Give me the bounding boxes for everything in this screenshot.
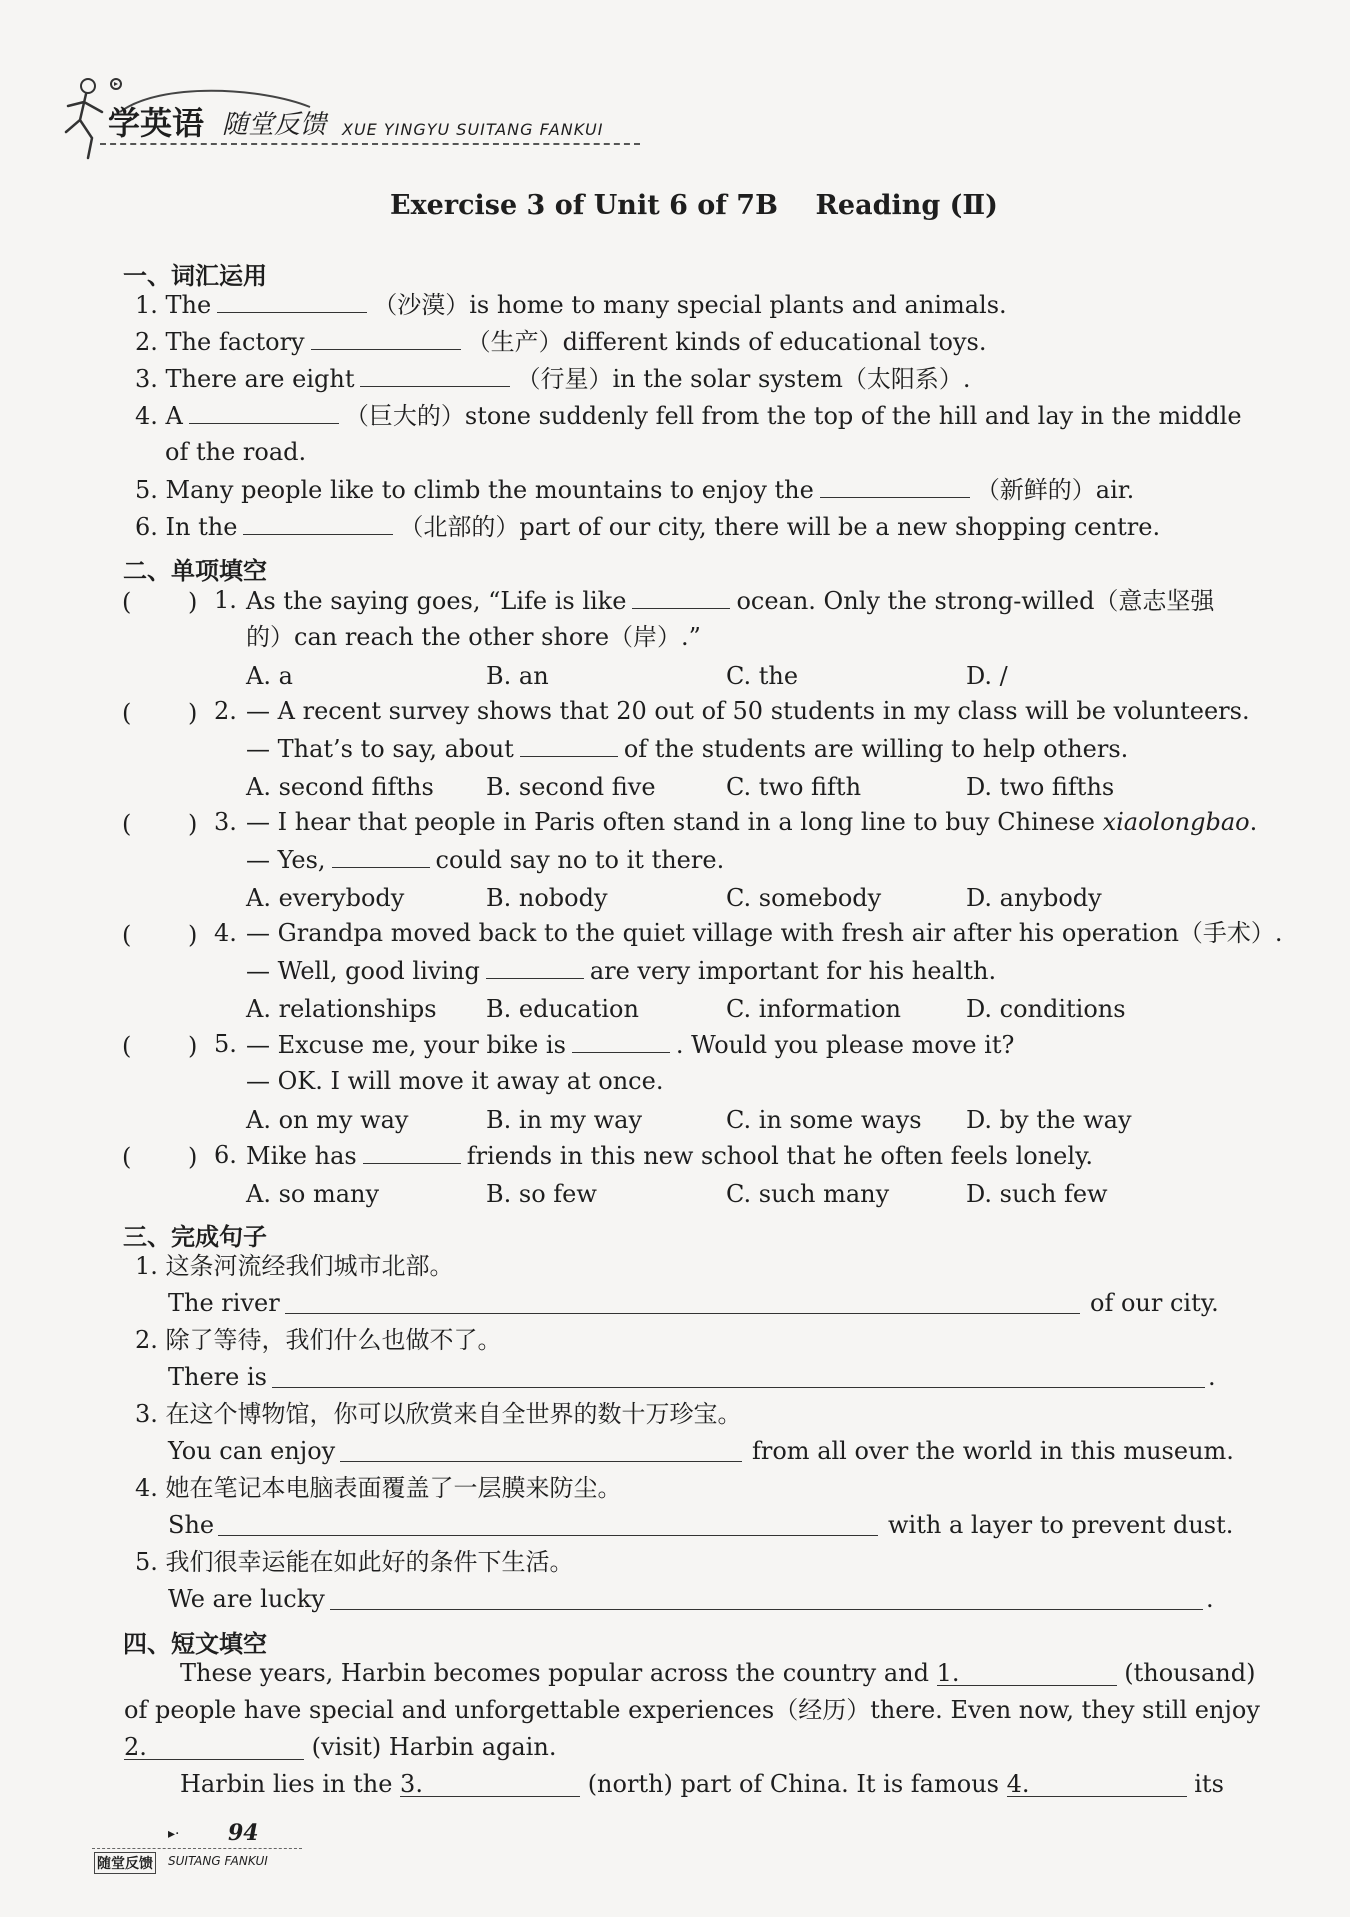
option-d: D. / (966, 662, 1008, 690)
numbered-blank[interactable] (937, 1661, 1117, 1686)
passage-text: These years, Harbin becomes popular across the country and (180, 1659, 929, 1687)
answer-blank[interactable] (632, 588, 730, 609)
numbered-blank[interactable] (124, 1735, 304, 1760)
answer-paren-left[interactable]: ( (122, 921, 132, 949)
item-text: The (165, 291, 212, 319)
answer-blank[interactable] (311, 329, 461, 350)
sentence-end: of our city. (1090, 1289, 1219, 1317)
answer-blank[interactable] (486, 958, 584, 979)
passage-line (180, 1772, 1224, 1797)
passage-line (180, 1661, 1255, 1686)
answer-paren-right: ) (188, 588, 198, 616)
answer-blank[interactable] (217, 292, 367, 313)
question-number: 2. (214, 697, 237, 725)
answer-blank[interactable] (820, 477, 970, 498)
option-b: B. so few (486, 1180, 597, 1208)
option-d: D. two fifths (966, 773, 1115, 801)
sentence-start: You can enjoy (168, 1437, 336, 1465)
numbered-blank[interactable] (400, 1772, 580, 1797)
blank-number: 1. (936, 1659, 960, 1687)
item-text: （新鲜的）air. (975, 476, 1135, 504)
option-b: B. second five (486, 773, 656, 801)
sentence-start: The river (168, 1289, 280, 1317)
passage-text: (north) part of China. It is famous (587, 1770, 999, 1798)
option-b: B. in my way (486, 1106, 643, 1134)
vocab-item (135, 477, 1134, 502)
item-text: 她在笔记本电脑表面覆盖了一层膜来防尘。 (165, 1474, 622, 1502)
question-number: 3. (214, 808, 237, 836)
option-d: D. such few (966, 1180, 1108, 1208)
answer-blank[interactable] (520, 736, 618, 757)
question-text-part: — Well, good living (246, 957, 480, 985)
sentence-prompt-cn (135, 1476, 622, 1500)
passage-text: (visit) Harbin again. (311, 1733, 557, 1761)
answer-blank[interactable] (243, 514, 393, 535)
question-text-part: — That’s to say, about (246, 735, 514, 763)
passage-text: (thousand) (1124, 1659, 1256, 1687)
sentence-end: with a layer to prevent dust. (888, 1511, 1234, 1539)
answer-paren-left[interactable]: ( (122, 810, 132, 838)
option-b: B. an (486, 662, 549, 690)
passage-text: Harbin lies in the (180, 1770, 393, 1798)
question-text (246, 736, 1128, 761)
question-text-part: Mike has (246, 1142, 357, 1170)
item-number: 4. (135, 402, 158, 430)
question-text-italic: xiaolongbao (1102, 808, 1250, 836)
option-a: A. relationships (246, 995, 437, 1023)
passage-text: its (1194, 1770, 1224, 1798)
item-text: There are eight (165, 365, 355, 393)
question-text-part: — Yes, (246, 846, 326, 874)
answer-blank[interactable] (363, 1143, 461, 1164)
item-number: 2. (135, 328, 158, 356)
question-text-part: ocean. Only the strong-willed（意志坚强 (736, 587, 1215, 615)
answer-blank[interactable] (572, 1032, 670, 1053)
question-text: — OK. I will move it away at once. (246, 1067, 664, 1095)
option-b: B. nobody (486, 884, 608, 912)
sentence-start: We are lucky (168, 1585, 325, 1613)
option-c: C. the (726, 662, 799, 690)
vocab-item (135, 329, 986, 354)
answer-blank[interactable] (332, 847, 430, 868)
item-number: 5. (135, 1548, 158, 1576)
sentence-prompt-cn (135, 1550, 574, 1574)
question-text: — A recent survey shows that 20 out of 50 students in my class will be volunteers. (246, 697, 1250, 725)
option-c: C. such many (726, 1180, 890, 1208)
item-number: 6. (135, 513, 158, 541)
question-text-part: . Would you please move it? (675, 1031, 1015, 1059)
footer-brand-en: SUITANG FANKUI (168, 1854, 268, 1868)
item-number: 4. (135, 1474, 158, 1502)
question-number: 5. (214, 1030, 237, 1058)
item-text: A (165, 402, 183, 430)
option-c: C. two fifth (726, 773, 862, 801)
question-text-part: — Excuse me, your bike is (246, 1031, 566, 1059)
sentence-start: There is (168, 1363, 267, 1391)
option-c: C. somebody (726, 884, 882, 912)
vocab-item (135, 366, 970, 391)
option-a: A. so many (246, 1180, 380, 1208)
vocab-item-continuation: of the road. (165, 438, 307, 466)
section-4-heading: 四、短文填空 (123, 1630, 267, 1658)
arrow-icon: ▸· (168, 1826, 180, 1842)
sentence-end: . (1208, 1363, 1216, 1391)
option-a: A. a (246, 662, 293, 690)
item-text: （沙漠）is home to many special plants and animals. (373, 291, 1007, 319)
header-divider (100, 143, 640, 145)
question-text-part: friends in this new school that he often feels lonely. (466, 1142, 1094, 1170)
sentence-end: . (1206, 1585, 1214, 1613)
item-number: 2. (135, 1326, 158, 1354)
passage-line: of people have special and unforgettable experiences（经历）there. Even now, they still enjoy (124, 1696, 1260, 1724)
answer-paren-right: ) (188, 810, 198, 838)
sentence-prompt-cn (135, 1254, 454, 1278)
question-text-part: As the saying goes, “Life is like (246, 587, 627, 615)
footer-brand-cn: 随堂反馈 (94, 1852, 156, 1874)
brand-cn: 学英语 (108, 104, 205, 142)
item-text: In the (165, 513, 238, 541)
question-text (246, 847, 724, 872)
option-a: A. second fifths (246, 773, 434, 801)
section-2-heading: 二、单项填空 (123, 557, 267, 585)
item-text: Many people like to climb the mountains to enjoy the (165, 476, 814, 504)
item-text: 这条河流经我们城市北部。 (165, 1252, 454, 1280)
answer-paren-right: ) (188, 699, 198, 727)
question-number: 4. (214, 919, 237, 947)
item-text: （巨大的）stone suddenly fell from the top of the hill and lay in the middle (344, 402, 1242, 430)
question-text (246, 1143, 1093, 1168)
item-number: 5. (135, 476, 158, 504)
option-a: A. everybody (246, 884, 405, 912)
question-text-part: — I hear that people in Paris often stand in a long line to buy Chinese (246, 808, 1095, 836)
blank-number: 2. (124, 1733, 147, 1761)
section-1-heading: 一、词汇运用 (123, 262, 267, 290)
item-text: （行星）in the solar system（太阳系）. (516, 365, 971, 393)
question-text: 的）can reach the other shore（岸）.” (246, 623, 701, 651)
question-number: 1. (214, 586, 237, 614)
brand-cn-2: 随堂反馈 (222, 110, 327, 140)
vocab-item (135, 292, 1007, 317)
answer-paren-right: ) (188, 921, 198, 949)
page-title: Exercise 3 of Unit 6 of 7B Reading (Ⅱ) (390, 190, 998, 221)
question-text-part: . (1249, 808, 1258, 836)
brand-en: XUE YINGYU SUITANG FANKUI (342, 120, 604, 139)
option-d: D. by the way (966, 1106, 1132, 1134)
item-text: 我们很幸运能在如此好的条件下生活。 (165, 1548, 574, 1576)
question-text (246, 810, 1257, 834)
answer-paren-left[interactable]: ( (122, 588, 132, 616)
answer-paren-left[interactable]: ( (122, 1032, 132, 1060)
sentence-prompt-cn (135, 1402, 742, 1426)
answer-line[interactable] (218, 1535, 878, 1536)
question-text-part: are very important for his health. (589, 957, 997, 985)
item-text: 在这个博物馆，你可以欣赏来自全世界的数十万珍宝。 (165, 1400, 742, 1428)
answer-line[interactable] (272, 1387, 1205, 1388)
answer-line[interactable] (330, 1609, 1203, 1610)
item-text: 除了等待，我们什么也做不了。 (165, 1326, 502, 1354)
option-a: A. on my way (246, 1106, 409, 1134)
question-text (246, 588, 1214, 613)
option-b: B. education (486, 995, 639, 1023)
sentence-end: from all over the world in this museum. (752, 1437, 1234, 1465)
option-c: C. in some ways (726, 1106, 922, 1134)
item-number: 3. (135, 365, 158, 393)
answer-line[interactable] (285, 1313, 1080, 1314)
sentence-prompt-cn (135, 1328, 502, 1352)
answer-line[interactable] (340, 1461, 742, 1462)
option-d: D. anybody (966, 884, 1102, 912)
item-number: 1. (135, 291, 158, 319)
answer-blank[interactable] (360, 366, 510, 387)
numbered-blank[interactable] (1007, 1772, 1187, 1797)
question-text (246, 1032, 1014, 1057)
item-text: The factory (165, 328, 305, 356)
item-text: （生产）different kinds of educational toys. (466, 328, 987, 356)
question-number: 6. (214, 1141, 237, 1169)
question-text: — Grandpa moved back to the quiet village with fresh air after his operation（手术）. (246, 919, 1283, 947)
question-text (246, 958, 996, 983)
question-text-part: of the students are willing to help others. (623, 735, 1129, 763)
vocab-item (135, 514, 1160, 539)
option-c: C. information (726, 995, 901, 1023)
option-d: D. conditions (966, 995, 1126, 1023)
answer-paren-left[interactable]: ( (122, 699, 132, 727)
item-text: （北部的）part of our city, there will be a new shopping centre. (399, 513, 1161, 541)
answer-paren-right: ) (188, 1032, 198, 1060)
sentence-start: She (168, 1511, 215, 1539)
footer-divider (92, 1848, 302, 1849)
vocab-item (135, 403, 1242, 428)
answer-blank[interactable] (189, 403, 339, 424)
item-number: 1. (135, 1252, 158, 1280)
answer-paren-right: ) (188, 1143, 198, 1171)
blank-number: 4. (1006, 1770, 1030, 1798)
section-3-heading: 三、完成句子 (123, 1223, 267, 1251)
item-number: 3. (135, 1400, 158, 1428)
passage-line (124, 1735, 556, 1760)
answer-paren-left[interactable]: ( (122, 1143, 132, 1171)
page-number: 94 (228, 1820, 259, 1846)
question-text-part: could say no to it there. (435, 846, 725, 874)
blank-number: 3. (400, 1770, 423, 1798)
